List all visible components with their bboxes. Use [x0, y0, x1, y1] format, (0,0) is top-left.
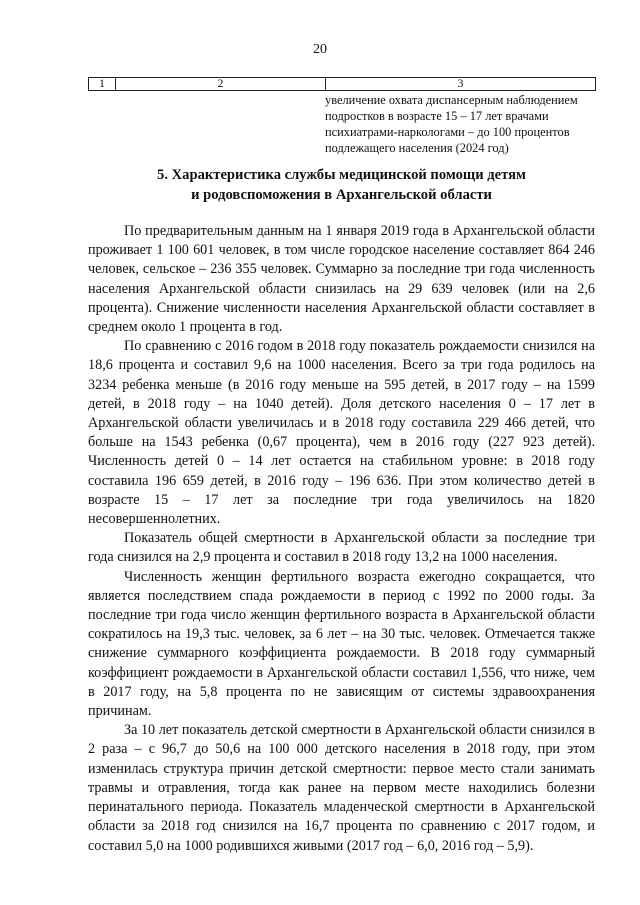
paragraph-fertile-women: Численность женщин фертильного возраста ежегодно сокращается, что является последствием спада рождаемости в период с 1992 по 2000 годы. За последние три года число женщин фертильного возраста в Архангельской области сократилось на 19,3 тыс. человек, за 6 лет – на 30 тыс. человек. Отмечается также снижение суммарного коэффициента рождаемости. В 2018 году суммарный коэффициент рождаемости в Архангельской области составил 1,556, что ниже, чем в 2017 году, на 5,8 процента по не зависящим от системы здравоохранения причинам. [88, 568, 595, 720]
paragraph-mortality: Показатель общей смертности в Архангельской области за последние три года снизился на 2,9 процента и составил в 2018 году 13,2 на 1000 населения. [88, 530, 595, 566]
paragraph-birth-rate: По сравнению с 2016 годом в 2018 году показатель рождаемости снизился на 18,6 процента и составил 9,6 на 1000 населения. Всего за три года родилось на 3234 ребенка меньше (в 2016 году меньше на 595 детей, в 2017 году – на 1599 детей, в 2018 году – на 1040 детей). Доля детского населения 0 – 17 лет в Архангельской области увеличилась и в 2018 году составила 229 466 детей, что больше на 1543 ребенка (0,67 процента), чем в 2016 году (227 923 детей). Численность детей 0 – 14 лет остается на стабильном уровне: в 2018 году составила 196 659 детей, в 2016 году – 196 636. При этом количество детей в возрасте 15 – 17 лет за последние три года увеличилось на 1820 несовершеннолетних. [88, 338, 595, 528]
table-row [89, 78, 596, 91]
continuation-line: подлежащего населения (2024 год) [325, 141, 509, 155]
section-heading-line: 5. Характеристика службы медицинской помощи детям [157, 167, 526, 183]
continuation-line: психиатрами-наркологами – до 100 процентов [325, 125, 570, 139]
paragraph-population: По предварительным данным на 1 января 2019 года в Архангельской области проживает 1 100 601 человек, в том числе городское население составляет 864 246 человек, сельское – 236 355 человек. Суммарно за последние три года численность населения Архангельской области снизилась на 29 639 человек (или на 2,6 процента). Снижение численности населения Архангельской области составляет в среднем около 1 процента в год. [88, 223, 595, 336]
section-heading-line: и родовспоможения в Архангельской области [191, 187, 492, 203]
page-number: 20 [313, 42, 327, 57]
continuation-line: подростков в возрасте 15 – 17 лет врачами [325, 109, 549, 123]
body-text [88, 222, 595, 856]
column-number-1: 1 [89, 78, 116, 91]
column-number-3: 3 [326, 78, 596, 91]
section-heading [88, 165, 595, 205]
continuation-line: увеличение охвата диспансерным наблюдением [325, 93, 578, 107]
column-number-2: 2 [116, 78, 326, 91]
paragraph-child-mortality: За 10 лет показатель детской смертности в Архангельской области снизился в 2 раза – с 96,7 до 50,6 на 100 000 детского населения в 2018 году, при этом изменилась структура причин детской смертности: первое место стали занимать травмы и отравления, тогда как ранее на первом месте находились болезни перинатального периода. Показатель младенческой смертности в Архангельской области за 2018 год снизился на 16,7 процента по сравнению с 2017 годом, и составил 5,0 на 1000 родившихся живыми (2017 год – 6,0, 2016 год – 5,9). [88, 722, 595, 854]
table-continuation-text [325, 92, 595, 156]
table-header-row [88, 77, 596, 91]
